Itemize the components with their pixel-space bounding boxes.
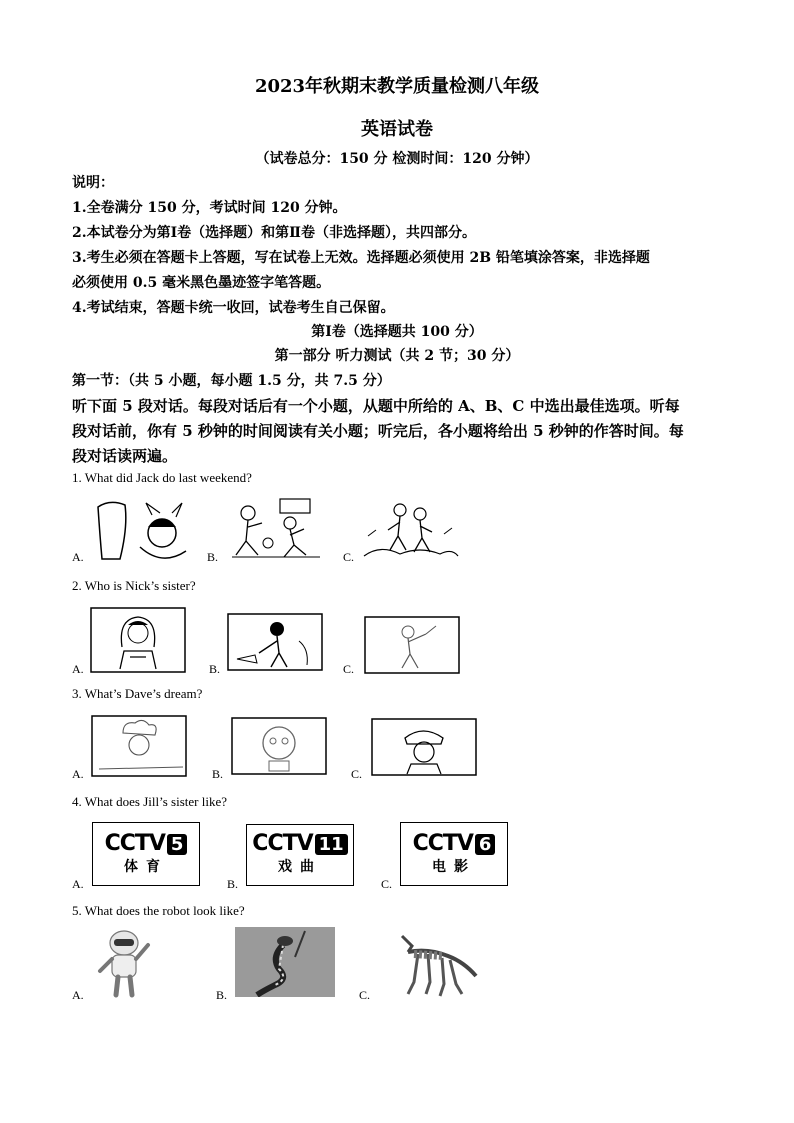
q2-option-c[interactable]: C. <box>343 662 355 676</box>
exam-info: （试卷总分：150 分 检测时间：120 分钟） <box>255 151 539 167</box>
volume-1-heading: 第Ⅰ卷（选择题共 100 分） <box>311 324 483 340</box>
q1-image-a <box>90 497 190 563</box>
q5-image-c <box>378 926 482 998</box>
exam-subject: 英语试卷 <box>361 119 433 140</box>
q5-image-b <box>235 927 335 997</box>
q4-option-c[interactable]: C. <box>381 877 393 891</box>
q4-tv-logo-a <box>92 822 200 886</box>
instructions-line-3: 段对话读两遍。 <box>72 447 178 465</box>
q2-image-c <box>364 616 460 674</box>
section-1-heading: 第一节：（共 5 小题，每小题 1.5 分，共 7.5 分） <box>72 373 391 389</box>
q1-option-b[interactable]: B. <box>207 550 219 564</box>
q1-image-c <box>360 496 460 562</box>
cctv-name-c: 电影 <box>432 859 476 875</box>
q4-tv-logo-b <box>246 824 354 886</box>
q3-image-a <box>91 715 187 777</box>
note-1: 1.全卷满分 150 分，考试时间 120 分钟。 <box>72 200 347 216</box>
question-2: 2. Who is Nick’s sister? <box>72 578 196 593</box>
q1-option-c[interactable]: C. <box>343 550 355 564</box>
cctv-channel-a: 5 <box>167 834 188 855</box>
q5-option-a[interactable]: A. <box>72 988 84 1002</box>
q4-option-b[interactable]: B. <box>227 877 239 891</box>
note-3a: 3.考生必须在答题卡上答题，写在试卷上无效。选择题必须使用 2B 铅笔填涂答案，非选择题 <box>72 250 650 266</box>
cctv-brand-c: CCTV <box>412 831 473 856</box>
notes-heading: 说明： <box>72 175 114 191</box>
question-1: 1. What did Jack do last weekend? <box>72 470 252 485</box>
q2-image-b <box>227 613 323 671</box>
q2-option-a[interactable]: A. <box>72 662 84 676</box>
q4-option-a[interactable]: A. <box>72 877 84 891</box>
question-5: 5. What does the robot look like? <box>72 903 245 918</box>
q2-option-b[interactable]: B. <box>209 662 221 676</box>
q3-image-b <box>231 717 327 775</box>
question-4: 4. What does Jill’s sister like? <box>72 794 228 809</box>
q5-option-b[interactable]: B. <box>216 988 228 1002</box>
q4-tv-logo-c <box>400 822 508 886</box>
q3-image-c <box>371 718 477 776</box>
exam-title: 2023年秋期末教学质量检测八年级 <box>254 76 540 97</box>
cctv-brand-a: CCTV <box>104 831 165 856</box>
q5-option-c[interactable]: C. <box>359 988 371 1002</box>
instructions-line-2: 段对话前，你有 5 秒钟的时间阅读有关小题；听完后，各小题将给出 5 秒钟的作答时间。每 <box>72 422 684 440</box>
instructions-line-1: 听下面 5 段对话。每段对话后有一个小题，从题中所给的 A、B、C 中选出最佳选项。听每 <box>72 397 680 415</box>
cctv-brand-b: CCTV <box>252 831 313 856</box>
q3-option-a[interactable]: A. <box>72 767 84 781</box>
note-3b: 必须使用 0.5 毫米黑色墨迹签字笔答题。 <box>72 275 331 291</box>
q3-option-c[interactable]: C. <box>351 767 363 781</box>
q5-image-a <box>92 927 162 999</box>
note-2: 2.本试卷分为第Ⅰ卷（选择题）和第Ⅱ卷（非选择题），共四部分。 <box>72 225 476 241</box>
question-3: 3. What’s Dave’s dream? <box>72 686 203 701</box>
cctv-name-a: 体育 <box>124 859 168 875</box>
q1-option-a[interactable]: A. <box>72 550 84 564</box>
q1-image-b <box>228 493 324 561</box>
cctv-channel-c: 6 <box>475 834 496 855</box>
cctv-name-b: 戏曲 <box>278 859 322 875</box>
q3-option-b[interactable]: B. <box>212 767 224 781</box>
part-1-heading: 第一部分 听力测试（共 2 节；30 分） <box>274 348 520 364</box>
cctv-channel-b: 11 <box>315 834 348 855</box>
note-4: 4.考试结束，答题卡统一收回，试卷考生自己保留。 <box>72 300 395 316</box>
q2-image-a <box>90 607 186 673</box>
